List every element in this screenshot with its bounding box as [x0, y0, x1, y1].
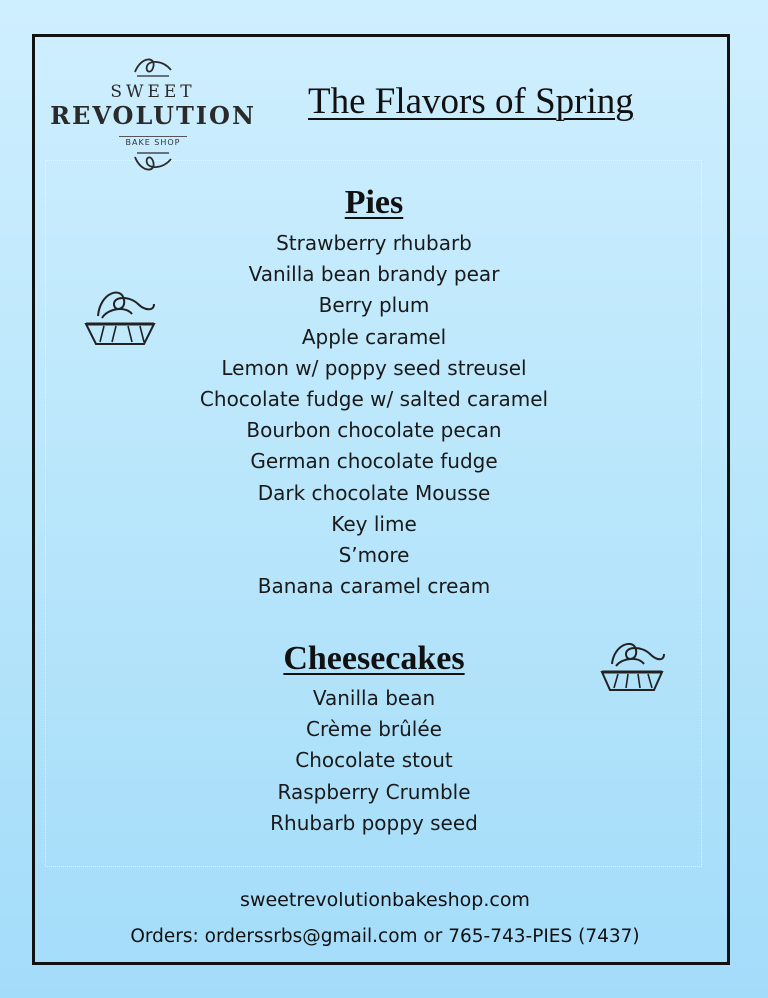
section-heading-pies: Pies	[344, 184, 404, 221]
list-item: Strawberry rhubarb	[276, 231, 472, 255]
menu-title: The Flavors of Spring	[308, 81, 634, 122]
list-item: Chocolate fudge w/ salted caramel	[199, 387, 549, 412]
logo-line-sweet: SWEET	[110, 82, 196, 102]
list-item: Apple caramel	[301, 324, 447, 349]
list-item: Vanilla bean	[312, 686, 436, 710]
logo-line-revolution: REVOLUTION	[50, 101, 256, 130]
logo-line-bakeshop: BAKE SHOP	[119, 136, 186, 147]
list-item: Bourbon chocolate pecan	[246, 418, 502, 443]
list-item: Banana caramel cream	[257, 574, 491, 599]
cheesecakes-list	[0, 683, 748, 839]
list-item: Raspberry Crumble	[277, 779, 471, 804]
swirl-ornament-icon	[131, 50, 175, 80]
bakery-logo	[46, 50, 260, 190]
list-item: Berry plum	[318, 293, 430, 318]
orders-contact: Orders: orderssrbs@gmail.com or 765-743-PIES (7437)	[130, 926, 640, 947]
list-item: Key lime	[331, 511, 417, 536]
section-heading-cheesecakes: Cheesecakes	[283, 640, 465, 677]
list-item: S’more	[338, 543, 410, 568]
list-item: Rhubarb poppy seed	[270, 810, 478, 835]
list-item: Lemon w/ poppy seed streusel	[221, 355, 527, 380]
swirl-ornament-icon	[131, 149, 175, 179]
list-item: German chocolate fudge	[250, 449, 498, 474]
list-item: Dark chocolate Mousse	[257, 480, 491, 505]
list-item: Vanilla bean brandy pear	[248, 262, 500, 287]
pie-swirl-icon	[598, 634, 666, 694]
list-item: Chocolate stout	[295, 748, 453, 773]
pie-swirl-icon	[82, 282, 158, 348]
list-item: Crème brûlée	[306, 717, 442, 742]
website-link[interactable]: sweetrevolutionbakeshop.com	[240, 889, 530, 911]
